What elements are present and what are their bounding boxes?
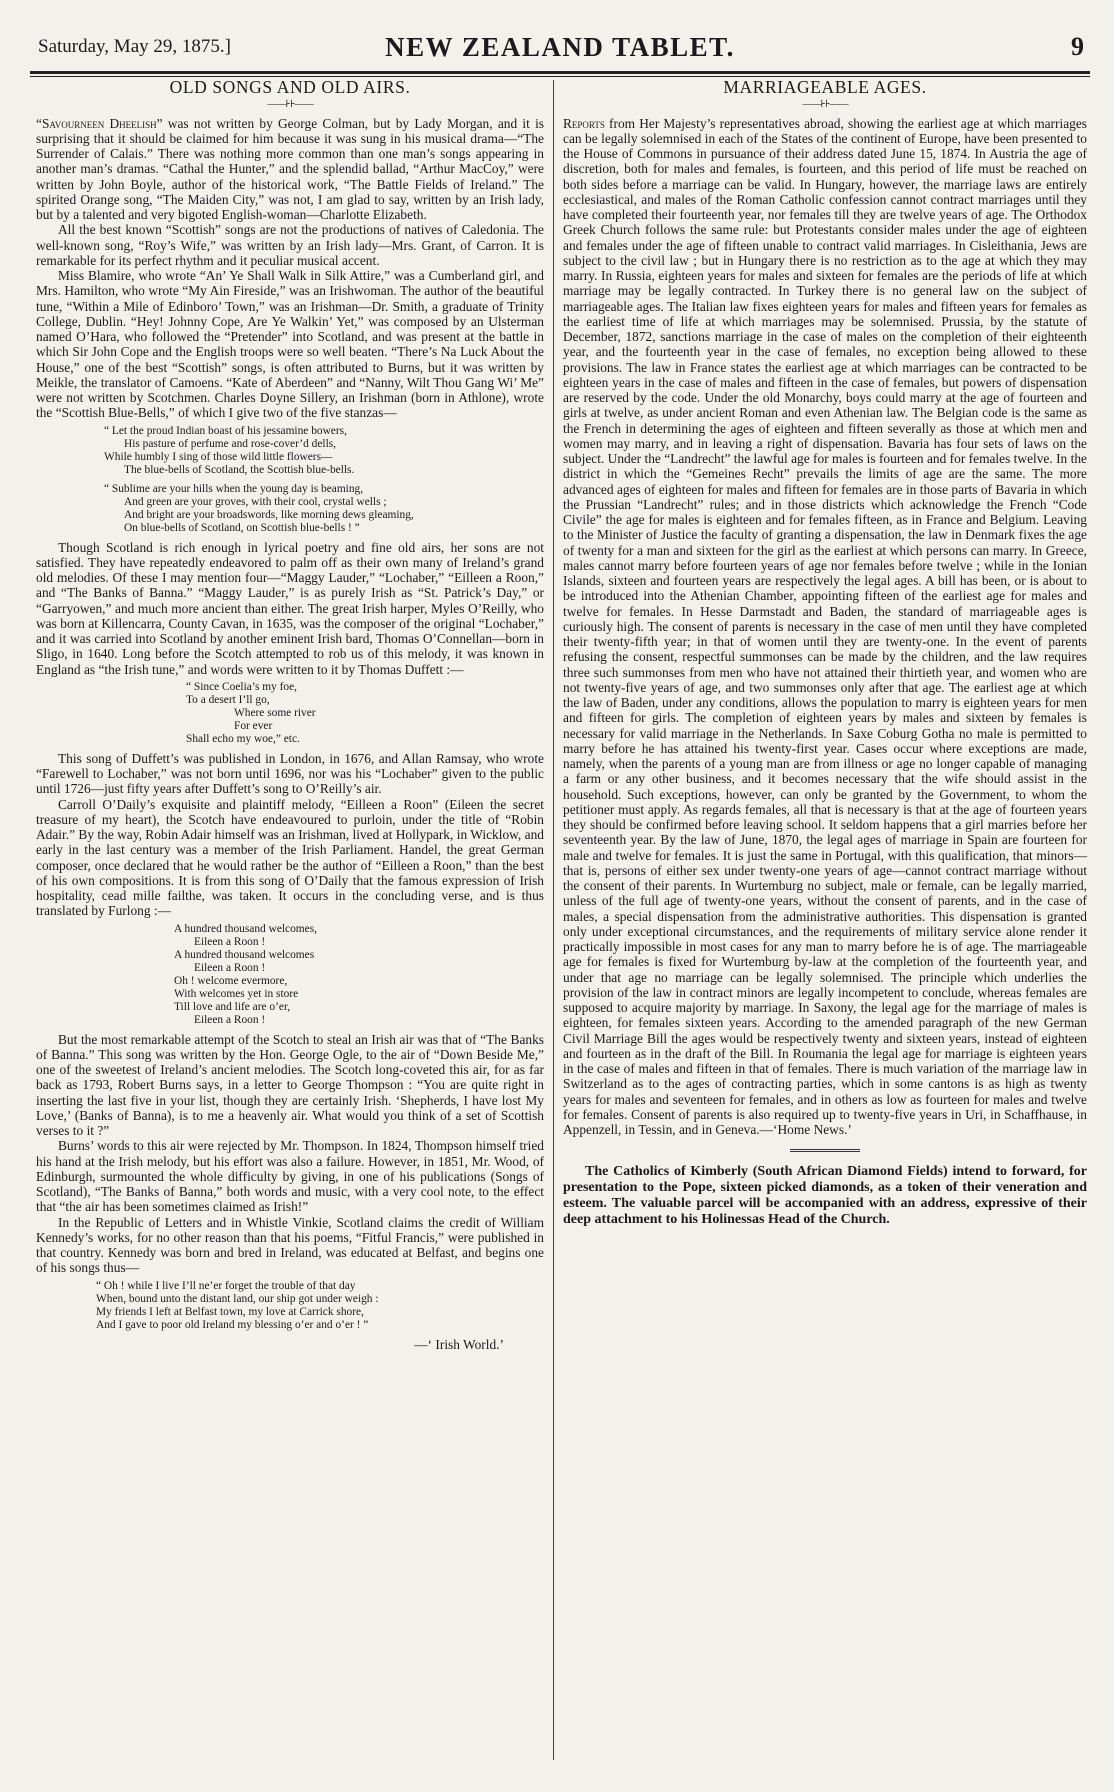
poem-line: To a desert I’ll go, xyxy=(186,693,270,706)
poem-line: With welcomes yet in store xyxy=(174,987,299,1000)
paragraph xyxy=(563,116,1087,1138)
poem-line: Eileen a Roon ! xyxy=(194,1013,266,1026)
poem-line: His pasture of perfume and rose-cover’d dells, xyxy=(124,437,337,450)
issue-date: Saturday, May 29, 1875.] xyxy=(38,36,231,57)
paragraph xyxy=(36,116,544,223)
article-title: MARRIAGEABLE AGES. xyxy=(723,77,927,97)
poem-line: Shall echo my woe,” etc. xyxy=(186,732,300,745)
masthead xyxy=(30,32,1090,68)
paragraph: But the most remarkable attempt of the Scotch to steal an Irish air was that of “The Banks of Banna.” This song was written by the Hon. George Ogle, to the air of “Down Beside Me,” one of the sweetest of Ireland’s ancient melodies. The Scotch long-coveted this air, for as far back as 1793, Robert Burns says, in a letter to George Thompson : “You are quite right in inserting the last five in your list, though they are certainly Irish. ‘Shepherds, I have lost My Love,’ (Banks of Banna), is to me a heavenly air. What would you think of a set of Scottish verses to it ?” xyxy=(36,1031,544,1138)
paragraph: This song of Duffett’s was published in London, in 1676, and Allan Ramsay, who wrote “Farewell to Lochaber,” was not born until 1696, nor was his “Lochaber” given to the public until 1726—just fifty years after Duffett’s song to O’Reilly’s air. xyxy=(36,750,544,797)
poem-line: “ Sublime are your hills when the young day is beaming, xyxy=(104,482,364,495)
poem-line: “ Since Coelia’s my foe, xyxy=(186,680,298,693)
article-marriageable-ages xyxy=(563,77,1087,1228)
paragraph-text: from Her Majesty’s representatives abroad, showing the earliest age at which marriages can be legally solemnised in each of the States of the continent of Europe, have been presented to the House of Commons in pursuance of their address dated June 15, 1874. In Austria the age of discretion, both for males and females, is fourteen, and this period of life must be reached on both sides before a marriage can be valid. In Hungary, however, the marriage laws are entirely ecclesiastical, and males of the Roman Catholic confession cannot contract marriages until they have completed their fourteenth year, nor females till they are twelve years of age. The Orthodox Greek Church follows the same rule: but Protestants consider males under the age of eighteen and females under the age of fifteen unable to contract valid marriages. In Cisleithania, Jews are subject to the civil law ; but in Hungary there is no restriction as to the age at which they may marry. In Russia, eighteen years for males and sixteen for females are the periods of life at which marriage may be legally contracted. In Turkey there is no general law on the subject of marriageable ages. The Italian law fixes eighteen years for males and fifteen years for females as the earliest time of life at which marriages may be solemnised. Prussia, by the statute of December, 1872, sanctions marriage in the case of males on the completion of their eighteenth year, and the fourteenth year in the case of females, no exception being allowed to these provisions. The law in France states the earliest age at which marriages can be contracted to be eighteen years in the case of males and fifteen in the case of females, but powers of dispensation are reserved by the code. Under the old Monarchy, boys could marry at the age of fourteen and girls at twelve, as under ancient Roman and even Athenian law. The Belgian code is the same as the French in determining the ages of eighteen and fifteen severally as those at which men and women may marry, and in leaving a right of dispensation. Bavaria has four sets of laws on the subject. Under the “Landrecht” the lawful age for males is fourteen and for females twelve. In the district in which the “Gemeines Recht” prevails the limits of age are the same. The more advanced ages of eighteen for males and fifteen for females are in those parts of Bavaria in which the Prussian “Landrecht” rules; and in those districts which acknowledge the French “Code Civile” the age for males is eighteen and for females fifteen, as in France and Belgium. Leaving to the Minister of Justice the faculty of granting a dispensation, the law in Denmark fixes the age of twenty for a man and sixteen for the girl as the earliest at which persons can marry. In Greece, males cannot marry before fourteen years of age nor females before twelve ; while in the Ionian Islands, sixteen and fourteen years are respectively the legal ages. A bill has been, or is about to be introduced into the Athenian Chamber, appointing fifteen of the earliest age for males and twelve for females. In Hesse Darmstadt and Baden, the standard of marriageable ages is curiously high. The consent of parents is necessary in the case of men until they have completed their twenty-fifth year; in that of women until they are twenty-one. In the event of parents refusing the consent, respectful summonses can be made by the children, and the law requires three such summonses from men who have not attained their thirtieth year, and women who are not twenty-five years of age, and two summonses only after that age. The earliest age at which the law of Baden, under any conditions, allows the population to marry is eighteen years for men and fifteen for girls. The completion of eighteen years by males and sixteen by females is necessary for valid marriage in the Netherlands. In Saxe Coburg Gotha no male is permitted to marry before he has attained his twenty-first year. Cases occur where exceptions are made, namely, when the parents of a young man are from illness or age no longer capable of managing a farm or any other business, and it becomes necessary that the wife should assist in the household. Such exceptions, however, can only be granted by the Government, to whom the petitioner must apply. As regards females, all that is necessary is that at the age of fourteen years they should be confirmed before leaving school. It seldom happens that a girl marries before her seventeenth year. By the law of June, 1870, the legal ages of marriage in Spain are fourteen for male and twelve for females. It is just the same in Portugal, with this qualification, that minors—that is, persons of either sex under twenty-one years of age—cannot contract marriage without the consent of their parents. In Wurtemburg no subject, male or female, can be legally married, unless of the full age of twenty-one years, without the consent of parents, and in the case of males, a special dispensation from the administrative authorities. This dispensation is granted only under exceptional circumstances, and the requirements of military service alone render it practically impossible in most cases for any man to marry before he is of age. The marriageable age for females is fixed for Wurtemburg by-law at the completion of the fourteenth year, and under that age no marriage can be legally solemnised. The principle which underlies the provision of the law in contract minors are legally incompetent to conclude, whereas females are supposed to acquire majority by marriage. In Saxony, the legal age for the marriage of males is eighteen, for females sixteen years. According to the amended paragraph of the new German Civil Marriage Bill the ages would be respectively twenty and sixteen years, instead of eighteen and fourteen as in the draft of the Bill. In Roumania the legal age for marriage is eighteen years in the case of males and fifteen in that of females. There is much variation of the marriage law in Switzerland as to the ages of contracting parties, which in some cantons is as high as twenty years for males and seventeen for females, and in others as low as fourteen for males and twelve for females. Consent of parents is also required up to twenty-five years in Uri, in Schaffhause, in Appenzell, in Tessin, and in Geneva.—‘Home News.’ xyxy=(563,115,1087,1137)
header-rule xyxy=(30,71,1090,74)
poem-line: A hundred thousand welcomes xyxy=(174,948,315,961)
poem-line: While humbly I sing of those wild little flowers— xyxy=(104,450,333,463)
paragraph: Miss Blamire, who wrote “An’ Ye Shall Walk in Silk Attire,” was a Cumberland girl, and Mrs. Hamilton, who wrote “My Ain Fireside,” was an Irishwoman. The author of the beautiful tune, “Within a Mile of Edinboro’ Town,” was an Irishman—Dr. Smith, a graduate of Trinity College, Dublin. “Hey! Johnny Cope, Are Ye Walkin’ Yet,” was composed by an Ulsterman named O’Hara, who followed the “Pretender” into Scotland, and was present at the battle in which Sir John Cope and the English troops were so well beaten. “There’s Na Luck About the House,” one of the best “Scottish” songs, is often attributed to Burns, but it was written by Meikle, the translator of Camoens. “Kate of Aberdeen” and “Nanny, Wilt Thou Gang Wi’ Me” were not written by Scotchmen. Charles Doyne Sillery, an Irishman (born in Athlone), wrote the “Scottish Blue-Bells,” of which I give two of the five stanzas— xyxy=(36,268,544,421)
poem-line: And bright are your broadswords, like morning dews gleaming, xyxy=(124,508,414,521)
poem-line: The blue-bells of Scotland, the Scottish blue-bells. xyxy=(124,463,355,476)
poem-scottish-bluebells xyxy=(104,425,544,535)
article-title: OLD SONGS AND OLD AIRS. xyxy=(169,77,411,97)
notice-kimberly: The Catholics of Kimberly (South African Diamond Fields) intend to forward, for presentation to the Pope, sixteen picked diamonds, as a token of their veneration and esteem. The valuable parcel will be accompanied with an address, expressive of their deep attachment to his Holinessas Head of the Church. xyxy=(563,1164,1087,1228)
poem-duffett xyxy=(186,681,544,746)
article-attribution: —‘ Irish World.’ xyxy=(414,1336,504,1352)
paragraph-lead: “Savourneen Dheelish” xyxy=(36,115,163,131)
poem-line: Where some river xyxy=(234,706,316,719)
poem-line: “ Let the proud Indian boast of his jessamine bowers, xyxy=(104,424,347,437)
paragraph-text: was not written by George Colman, but by Lady Morgan, and it is surprising that it should be claimed for him because it was sung in his musical drama—“The Surrender of Calais.” There was nothing more common than one man’s songs appearing in another man’s dramas. “Cathal the Hunter,” and the splendid ballad, “Arthur MacCoy,” were written by John Boyle, author of the historical work, “The Battle Fields of Ireland.” The spirited Orange song, “The Maiden City,” was not, I am glad to say, written by an Irish lady, but by a talented and very bigoted English-woman—Charlotte Elizabeth. xyxy=(36,115,544,222)
poem-line: “ Oh ! while I live I’ll ne’er forget the trouble of that day xyxy=(96,1279,356,1292)
poem-line: Till love and life are o’er, xyxy=(174,1000,291,1013)
page-number: 9 xyxy=(1071,32,1084,61)
title-ornament: ——⊦⊦—— xyxy=(267,99,313,111)
poem-line: On blue-bells of Scotland, on Scottish blue-bells ! ” xyxy=(124,521,360,534)
paragraph: Though Scotland is rich enough in lyrical poetry and fine old airs, her sons are not satisfied. They have repeatedly endeavored to palm off as their own many of Ireland’s grand old melodies. Of these I may mention four—“Maggy Lauder,” “Lochaber,” “Eilleen a Roon,” and “The Banks of Banna.” “Maggy Lauder,” is as purely Irish as “St. Patrick’s Day,” or “Garryowen,” and much more ancient than either. The great Irish harper, Myles O’Reilly, who was born at Killencarra, County Cavan, in 1635, was the composer of the original “Lochaber,” and it was carried into Scotland by another eminent Irish bard, Thomas O’Connellan—born in Sligo, in 1640. Long before the Scotch attempted to rob us of this melody, it was known in England as “the Irish tune,” and words were written to it by Thomas Duffett :— xyxy=(36,539,544,677)
paragraph-lead: Reports xyxy=(563,115,605,131)
newspaper-title: NEW ZEALAND TABLET. xyxy=(385,32,735,62)
poem-line: A hundred thousand welcomes, xyxy=(174,922,317,935)
paragraph: All the best known “Scottish” songs are not the productions of natives of Caledonia. The well-known song, “Roy’s Wife,” was written by an Irish lady—Mrs. Grant, of Carron. It is remarkable for its perfect rhythm and it peculiar musical accent. xyxy=(36,222,544,268)
poem-line: And I gave to poor old Ireland my blessing o’er and o’er ! ” xyxy=(96,1318,369,1331)
poem-line: My friends I left at Belfast town, my love at Carrick shore, xyxy=(96,1305,364,1318)
poem-line: Eileen a Roon ! xyxy=(194,961,266,974)
poem-line: When, bound unto the distant land, our ship got under weigh : xyxy=(96,1292,379,1305)
poem-line: For ever xyxy=(234,719,273,732)
paragraph: Carroll O’Daily’s exquisite and plaintiff melody, “Eilleen a Roon” (Eileen the secret treasure of my heart), the Scotch have endeavoured to purloin, under the title of “Robin Adair.” By the way, Robin Adair himself was an Irishman, lived at Hollypark, in Wicklow, and early in the last century was a member of the Irish Parliament. Handel, the great German composer, once declared that he would rather be the author of “Eilleen a Roon,” than the best of his own compositions. It is from this song of O’Daily that the famous expression of Irish hospitality, cead mille failthe, was taken. It occurs in the concluding verse, and is thus translated by Furlong :— xyxy=(36,796,544,919)
poem-line: And green are your groves, with their cool, crystal wells ; xyxy=(124,495,387,508)
column-divider xyxy=(553,80,554,1760)
poem-line: Oh ! welcome evermore, xyxy=(174,974,288,987)
title-ornament: ——⊦⊦—— xyxy=(802,99,848,111)
poem-kennedy xyxy=(96,1280,544,1332)
paragraph: In the Republic of Letters and in Whistle Vinkie, Scotland claims the credit of William Kennedy’s works, for no other reason than that his poems, “Fitful Francis,” were published in that country. Kennedy was born and bred in Ireland, was educated at Belfast, and begins one of his songs thus— xyxy=(36,1214,544,1276)
paragraph: Burns’ words to this air were rejected by Mr. Thompson. In 1824, Thompson himself tried his hand at the Irish melody, but his effort was also a failure. However, in 1851, Mr. Wood, of Edinburgh, surmounted the whole difficulty by giving, in one of his publications (Songs of Scotland), “The Banks of Banna,” both words and music, with a very cool note, to the effect that “the air has been sometimes claimed as Irish!” xyxy=(36,1138,544,1215)
poem-line: Eileen a Roon ! xyxy=(194,935,266,948)
poem-furlong xyxy=(174,923,544,1027)
section-divider xyxy=(790,1149,860,1152)
article-old-songs xyxy=(36,77,544,1352)
